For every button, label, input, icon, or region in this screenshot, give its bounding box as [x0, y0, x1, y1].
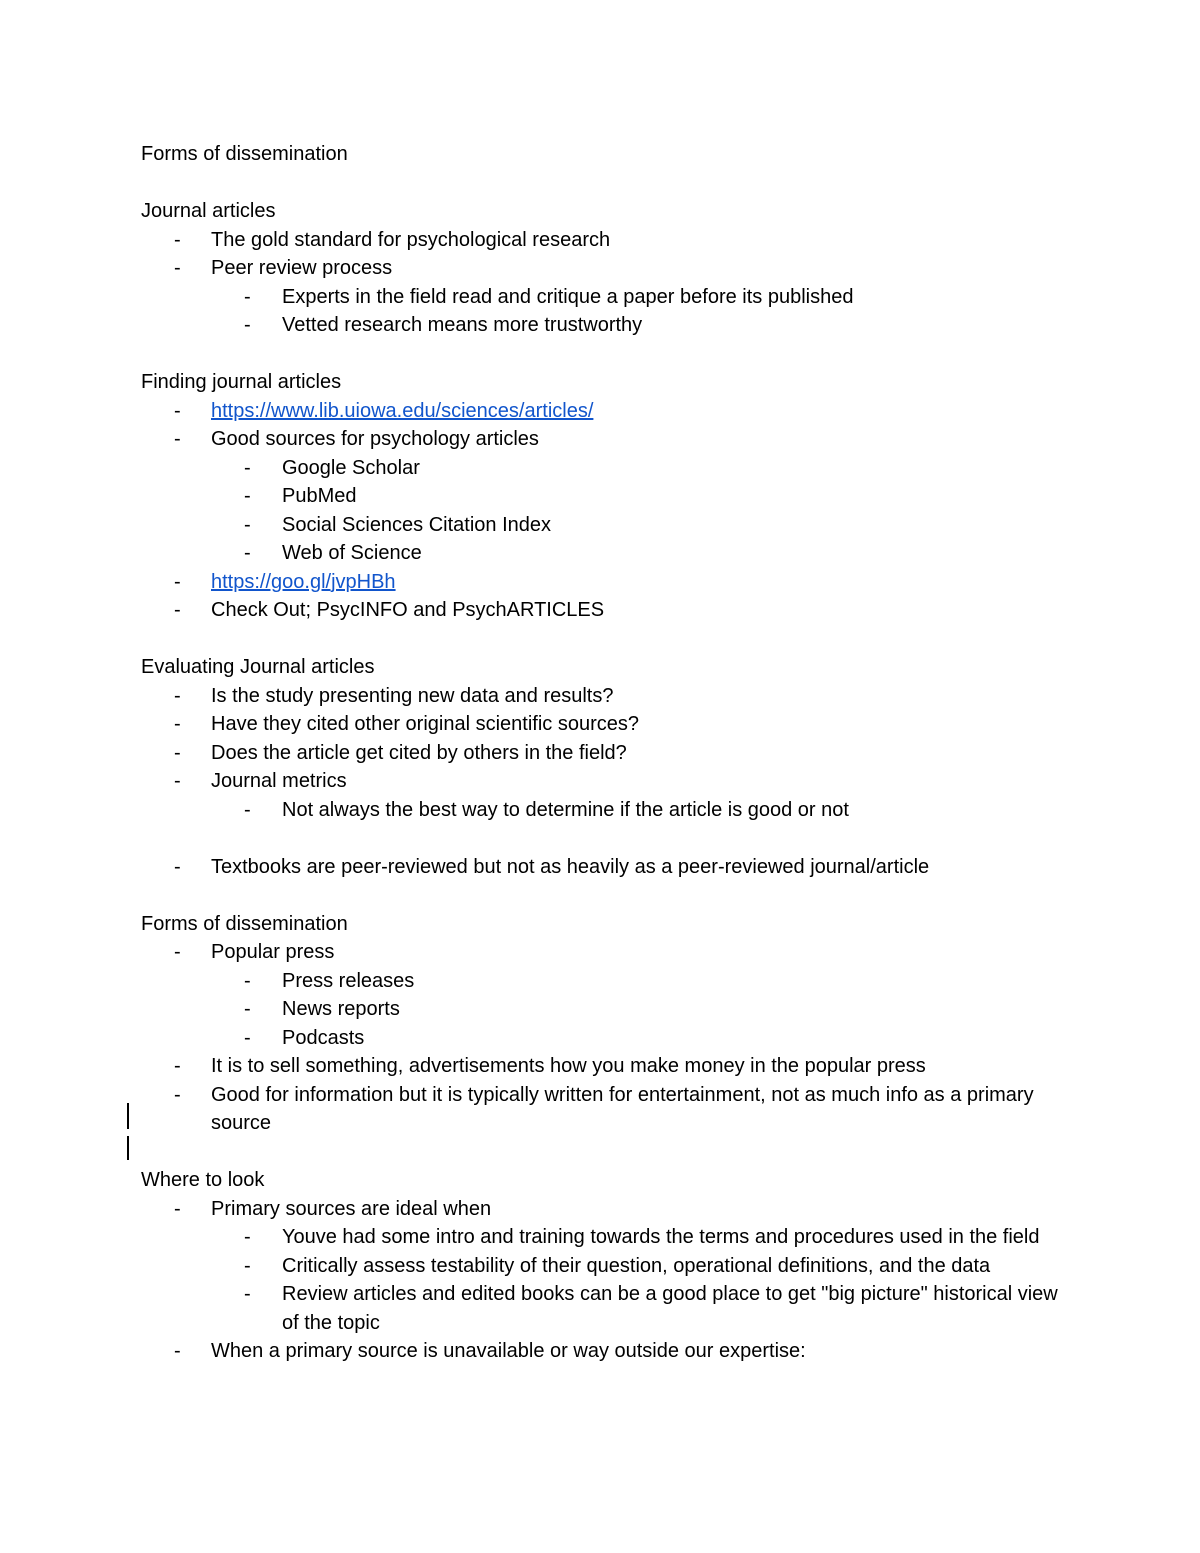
section-heading: Evaluating Journal articles: [141, 656, 375, 678]
blank-line: [141, 824, 1071, 853]
list-item: - Not always the best way to determine if the article is good or not: [141, 796, 1071, 825]
bullet-dash: -: [244, 285, 251, 308]
bullet-dash: -: [244, 1026, 251, 1049]
list-item: - Journal metrics: [141, 767, 1071, 796]
list-item: - Good sources for psychology articles: [141, 425, 1071, 454]
list-item: - Check Out; PsycINFO and PsychARTICLES: [141, 596, 1071, 625]
bullet-dash: -: [244, 456, 251, 479]
list-item: - When a primary source is unavailable or way outside our expertise:: [141, 1337, 1071, 1366]
bullet-dash: -: [244, 542, 251, 564]
list-item: - Podcasts: [141, 1024, 1071, 1053]
blank-line: [141, 625, 1071, 654]
bullet-dash: -: [174, 599, 181, 621]
list-item: - News reports: [141, 995, 1071, 1024]
bullet-dash: -: [174, 855, 181, 878]
goo-gl-link[interactable]: https://goo.gl/jvpHBh: [211, 570, 396, 593]
bullet-dash: -: [174, 1340, 181, 1362]
bullet-dash: -: [174, 399, 181, 422]
list-item: - The gold standard for psychological research: [141, 226, 1071, 255]
bullet-dash: -: [244, 1226, 251, 1248]
list-item: - Good for information but it is typically written for entertainment, not as much info as a primary source: [141, 1081, 1071, 1138]
bullet-dash: -: [174, 1055, 181, 1077]
bullet-dash: -: [174, 741, 181, 764]
section-heading: Journal articles: [141, 200, 276, 222]
list-item: - Press releases: [141, 967, 1071, 996]
section-heading: Finding journal articles: [141, 371, 342, 393]
list-item: - PubMed: [141, 482, 1071, 511]
section-heading: Forms of dissemination: [141, 912, 348, 935]
document-body: [141, 140, 1071, 1366]
list-item: - Google Scholar: [141, 454, 1071, 483]
bullet-dash: -: [174, 228, 181, 251]
text-cursor: [127, 1136, 129, 1160]
list-item: [141, 397, 1071, 426]
uiowa-articles-link[interactable]: https://www.lib.uiowa.edu/sciences/articles/: [211, 399, 594, 422]
list-item: - Web of Science: [141, 539, 1071, 568]
list-item: - Vetted research means more trustworthy: [141, 311, 1071, 340]
blank-line: [141, 169, 1071, 198]
section-heading: Where to look: [141, 1169, 265, 1191]
list-item: - It is to sell something, advertisements how you make money in the popular press: [141, 1052, 1071, 1081]
bullet-dash: -: [244, 314, 251, 336]
list-item: - Review articles and edited books can be a good place to get "big picture" historical view of the topic: [141, 1280, 1071, 1337]
blank-line: [141, 1138, 1071, 1167]
blank-line: [141, 340, 1071, 369]
list-item: - Youve had some intro and training towards the terms and procedures used in the field: [141, 1223, 1071, 1252]
bullet-dash: -: [174, 257, 181, 279]
bullet-dash: -: [244, 513, 251, 536]
bullet-dash: -: [174, 1197, 181, 1220]
bullet-dash: -: [174, 1083, 181, 1106]
list-item: - Primary sources are ideal when: [141, 1195, 1071, 1224]
list-item: [141, 568, 1071, 597]
blank-line: [141, 881, 1071, 910]
bullet-dash: -: [244, 798, 251, 821]
bullet-dash: -: [244, 998, 251, 1020]
bullet-dash: -: [174, 428, 181, 450]
list-item: - Have they cited other original scientific sources?: [141, 710, 1071, 739]
section-heading: Forms of dissemination: [141, 143, 348, 165]
bullet-dash: -: [244, 1254, 251, 1277]
list-item: - Peer review process: [141, 254, 1071, 283]
bullet-dash: -: [174, 570, 181, 593]
bullet-dash: -: [244, 969, 251, 992]
list-item: - Experts in the field read and critique a paper before its published: [141, 283, 1071, 312]
list-item: - Critically assess testability of their question, operational definitions, and the data: [141, 1252, 1071, 1281]
bullet-dash: -: [174, 770, 181, 792]
list-item: - Textbooks are peer-reviewed but not as heavily as a peer-reviewed journal/article: [141, 853, 1071, 882]
bullet-dash: -: [174, 684, 181, 707]
bullet-dash: -: [244, 1283, 251, 1305]
bullet-dash: -: [174, 713, 181, 735]
list-item: - Social Sciences Citation Index: [141, 511, 1071, 540]
bullet-dash: -: [244, 485, 251, 507]
list-item: - Does the article get cited by others in the field?: [141, 739, 1071, 768]
list-item: - Popular press: [141, 938, 1071, 967]
list-item: - Is the study presenting new data and results?: [141, 682, 1071, 711]
text-cursor: [127, 1103, 129, 1129]
bullet-dash: -: [174, 941, 181, 963]
